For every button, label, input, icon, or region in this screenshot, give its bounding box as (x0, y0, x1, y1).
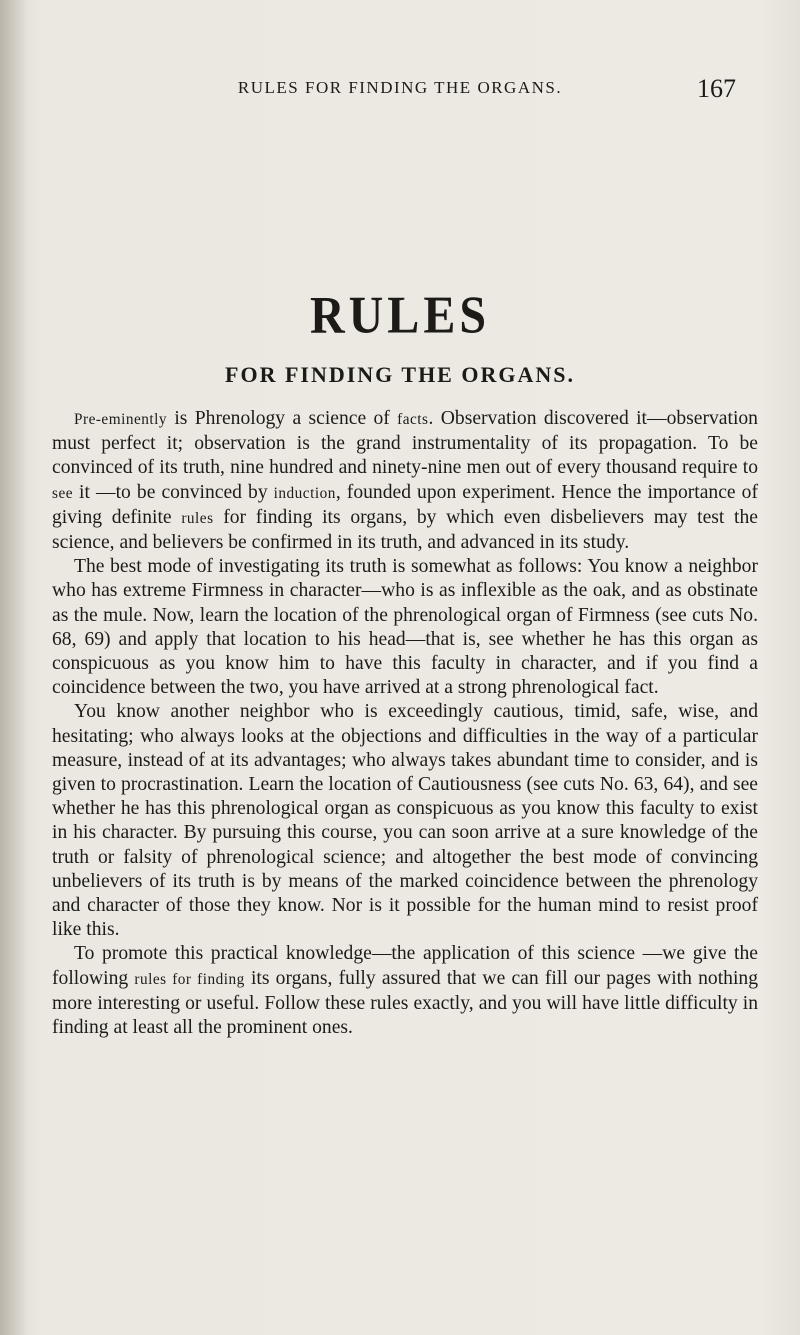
paragraph-4 (52, 942, 758, 1040)
binding-shadow (0, 0, 28, 1335)
small-caps-term: facts (397, 411, 429, 428)
chapter-title: RULES (309, 286, 491, 345)
chapter-subtitle: FOR FINDING THE ORGANS. (225, 362, 575, 387)
text-segment: To promote this practical knowledge—the application of this science —we give the following (52, 943, 758, 989)
small-caps-term: see (52, 484, 73, 502)
paragraph-3: You know another neighbor who is exceedingly cautious, timid, safe, wise, and hesitating; who always looks at the objections and difficulties in the way of a particular measure, instead of at its advantages; who always takes abundant time to consider, and is given to procrastination. Learn the location of Cautiousness (see cuts No. 63, 64), and see whether he has this phrenological organ as conspicuous as you know this faculty to exist in his character. By pursuing this course, you can soon arrive at a sure knowledge of the truth or falsity of phrenological science; and altogether the best mode of convincing unbelievers of its truth is by means of the marked coincidence between the phrenology and character of those they know. Nor is it possible for the human mind to resist proof like this. (52, 701, 758, 941)
small-caps-term: induction (273, 484, 336, 502)
body-text (52, 407, 758, 1040)
text-segment: , founded upon experiment. Hence the importance of giving definite (52, 481, 758, 528)
running-header (0, 74, 800, 114)
running-title: RULES FOR FINDING THE ORGANS. (237, 78, 563, 97)
small-caps-term: rules for finding (134, 970, 245, 988)
paragraph-2: The best mode of investigating its truth is somewhat as follows: You know a neighbor who has extreme Firmness in character—who is as inflexible as the oak, and as obstinate as the mule. Now, learn the location of the phrenological organ of Firmness (see cuts No. 68, 69) and apply that location to his head—that is, see whether he has this organ as conspicuous as you know him to have this faculty in character, and if you find a coincidence between the two, you have arrived at a strong phrenological fact. (52, 556, 758, 699)
small-caps-term: rules (181, 509, 214, 527)
text-segment: for finding its organs, by which even disbelievers may test the science, and believers be confirmed in its truth, and advanced in its study. (52, 506, 758, 554)
text-segment: is Phrenology a science of (166, 408, 398, 429)
text-segment: . Observation discovered it—observation must perfect it; observation is the grand instrumentality of its propagation. To be convinced of its truth, nine hundred and ninety-nine men out of every thousand require to (52, 408, 758, 479)
text-segment: it —to be convinced by (73, 481, 274, 503)
paragraph-1 (52, 407, 758, 555)
page-number: 167 (697, 74, 736, 103)
lead-word: Pre-eminently (74, 411, 167, 428)
text-segment: its organs, fully assured that we can fill our pages with nothing more interesting or useful. Follow these rules exactly, and you will have little difficulty in finding at least all the prominent ones. (52, 967, 758, 1039)
